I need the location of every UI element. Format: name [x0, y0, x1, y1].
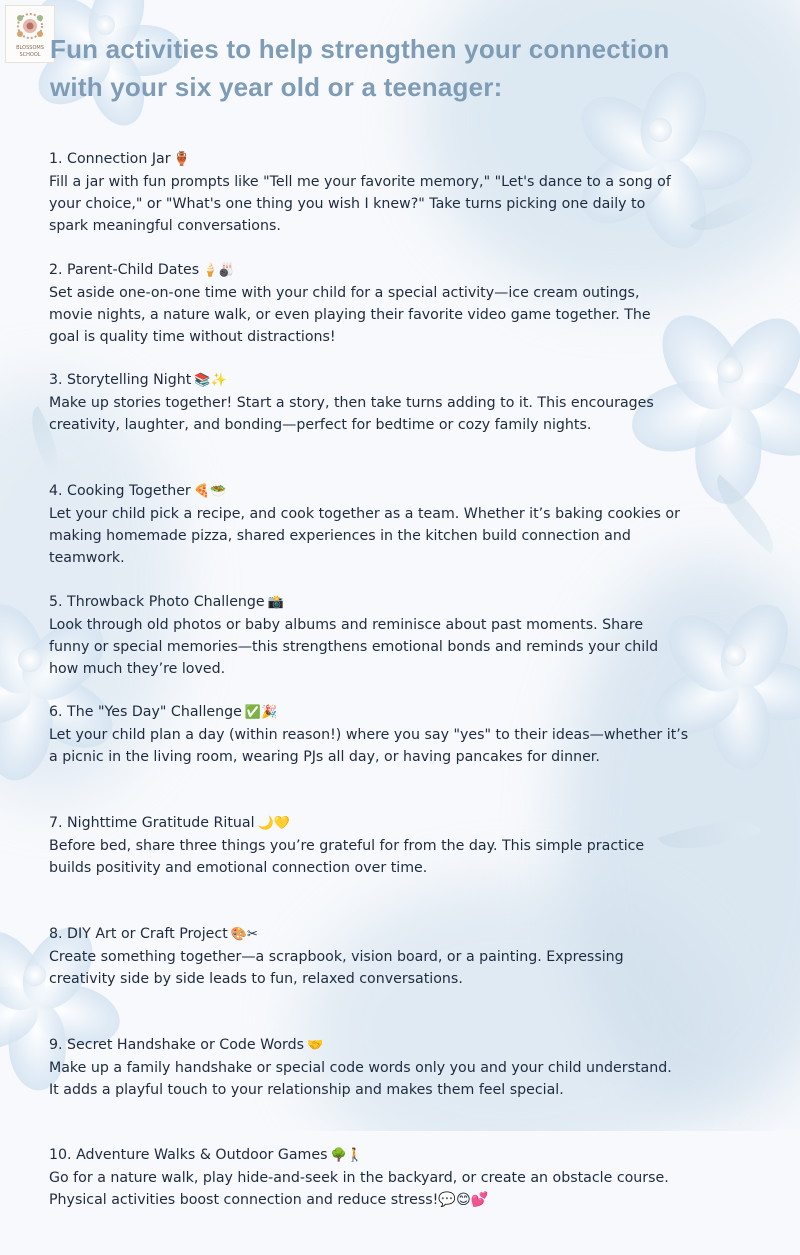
- activity-item: [49, 701, 769, 812]
- activity-item: [49, 1034, 769, 1145]
- activity-heading: [49, 591, 769, 614]
- activity-heading-text: 9. Secret Handshake or Code Words: [49, 1036, 304, 1053]
- activity-emoji-icon: 🌳🚶: [330, 1148, 363, 1164]
- activity-list: [49, 148, 769, 1255]
- activity-emoji-icon: 🍕🥗: [193, 484, 227, 500]
- activity-item: [49, 1144, 769, 1255]
- activity-item: [49, 369, 769, 480]
- activity-description: Make up a family handshake or special code words only you and your child understand. It adds a playful touch to your relationship and makes them feel special.: [49, 1059, 672, 1098]
- activity-heading: [49, 923, 769, 946]
- svg-text:BLOSSOMS: BLOSSOMS: [16, 45, 44, 51]
- activity-description: Fill a jar with fun prompts like "Tell me your favorite memory," "Let's dance to a song of your choice," or "What's one thing you wish I knew?" Take turns picking one daily to spark meaningful conversations.: [49, 174, 671, 234]
- activity-item: [49, 259, 769, 370]
- activity-description: Let your child plan a day (within reason!) where you say "yes" to their ideas—whether it’s a picnic in the living room, wearing PJs all day, or having pancakes for dinner.: [49, 727, 689, 766]
- activity-emoji-icon: ✅🎉: [244, 705, 278, 721]
- activity-emoji-icon: 📸: [267, 594, 284, 610]
- activity-heading-text: 1. Connection Jar: [49, 151, 171, 167]
- activity-heading: [49, 1144, 769, 1167]
- activity-emoji-icon: 🎨✂: [230, 926, 258, 942]
- page-title: Fun activities to help strengthen your connection with your six year old or a teenager:: [50, 34, 670, 102]
- activity-emoji-icon: 🍦🎳: [202, 262, 235, 278]
- activity-item: [49, 148, 769, 259]
- activity-heading-text: 5. Throwback Photo Challenge: [49, 593, 265, 610]
- activity-heading: [49, 1034, 769, 1057]
- activity-description: Set aside one-on-one time with your child for a special activity—ice cream outings, movie nights, a nature walk, or even playing their favorite video game together. The goal is quality time without distractions!: [49, 284, 651, 345]
- activity-heading: [49, 148, 769, 171]
- activity-heading-text: 10. Adventure Walks & Outdoor Games: [49, 1147, 328, 1164]
- activity-item: [49, 923, 769, 1034]
- activity-heading: [49, 480, 769, 503]
- activity-description: Let your child pick a recipe, and cook together as a team. Whether it’s baking cookies or making homemade pizza, shared experiences in the kitchen build connection and teamwork.: [49, 506, 680, 567]
- activity-item: [49, 812, 769, 923]
- activity-heading-text: 8. DIY Art or Craft Project: [49, 925, 228, 942]
- activity-description: Look through old photos or baby albums and reminisce about past moments. Share funny or special memories—this strengthens emotional bonds and reminds your child how much they’re loved.: [49, 616, 659, 677]
- svg-text:SCHOOL: SCHOOL: [19, 52, 41, 58]
- activity-description: Make up stories together! Start a story, then take turns adding to it. This encourages creativity, laughter, and bonding—perfect for bedtime or cozy family nights.: [49, 395, 654, 434]
- activity-heading: [49, 259, 769, 282]
- activity-description: Go for a nature walk, play hide-and-seek in the backyard, or create an obstacle course. Physical activities boost connection and reduce stress!💬😊💕: [49, 1170, 669, 1209]
- activity-emoji-icon: 📚✨: [194, 373, 227, 389]
- activity-item: [49, 480, 769, 591]
- activity-heading: [49, 701, 769, 724]
- activity-heading: [49, 369, 769, 392]
- activity-emoji-icon: 🌙💛: [257, 816, 290, 832]
- activity-description: Create something together—a scrapbook, vision board, or a painting. Expressing creativity side by side leads to fun, relaxed conversations.: [49, 948, 624, 987]
- activity-heading-text: 6. The "Yes Day" Challenge: [49, 704, 242, 721]
- activity-emoji-icon: 🏺: [173, 152, 190, 167]
- activity-heading-text: 2. Parent-Child Dates: [49, 261, 200, 278]
- activity-heading: [49, 812, 769, 835]
- activity-description: Before bed, share three things you’re grateful for from the day. This simple practice builds positivity and emotional connection over time.: [49, 838, 645, 877]
- activity-emoji-icon: 🤝: [307, 1037, 324, 1053]
- activity-heading-text: 4. Cooking Together: [49, 483, 191, 500]
- school-logo: [5, 5, 55, 63]
- activity-heading-text: 7. Nighttime Gratitude Ritual: [49, 815, 255, 832]
- activity-item: [49, 591, 769, 702]
- activity-heading-text: 3. Storytelling Night: [49, 372, 192, 389]
